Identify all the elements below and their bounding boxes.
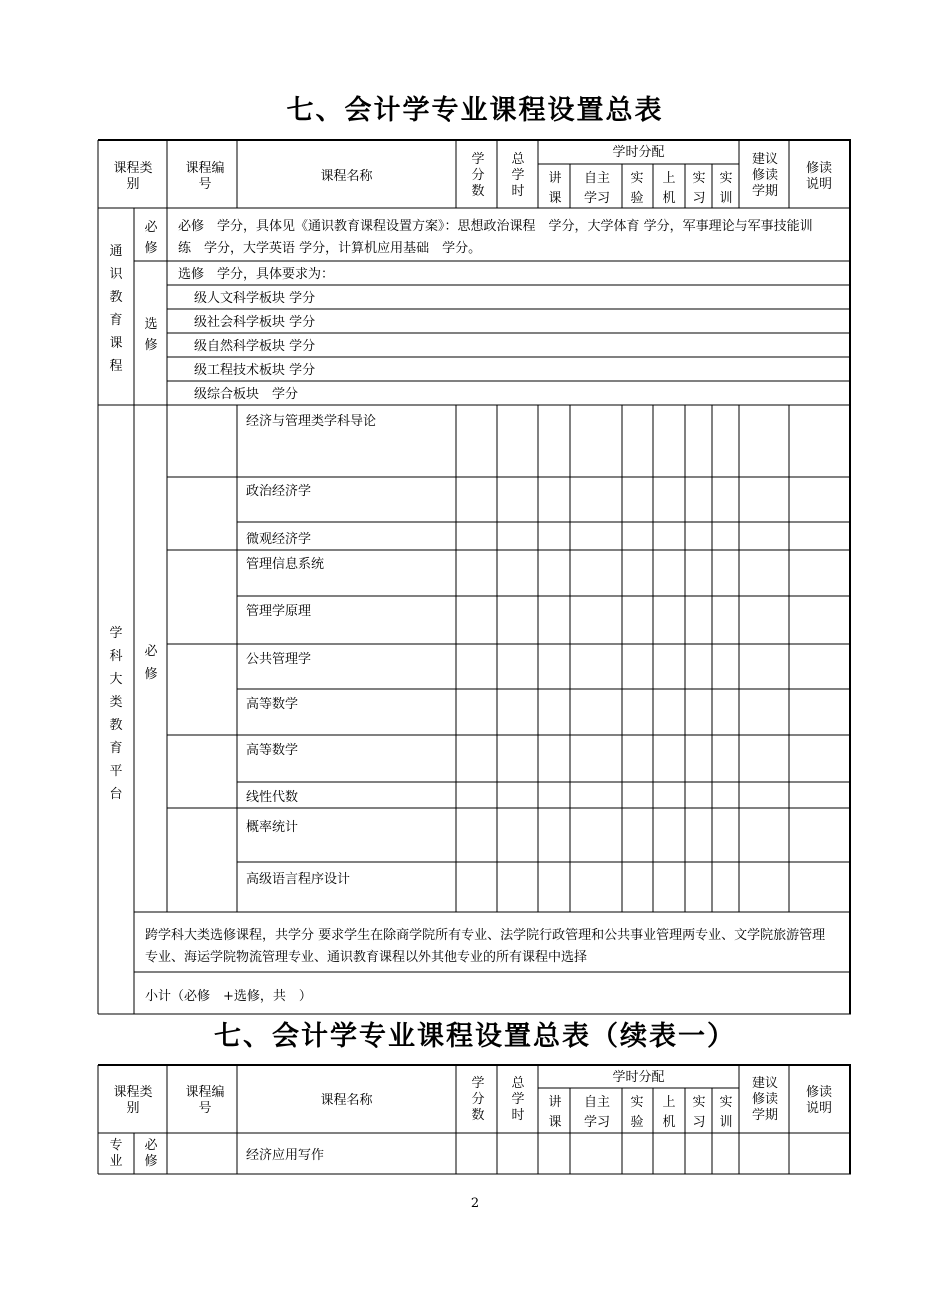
header-training: 实训 xyxy=(719,1095,733,1130)
elective-module-natural-science: 级自然科学板块 学分 xyxy=(194,339,316,354)
header-code: 课程编号 xyxy=(185,1085,225,1116)
header-credits: 学分数 xyxy=(471,152,485,199)
general-education-required-label: 必修 xyxy=(144,220,158,256)
header-remarks: 修读说明 xyxy=(805,161,832,192)
cross-elective-line1: 跨学科大类选修课程，共学分 要求学生在除商学院所有专业、法学院行政管理和公共事业管理两专业、文学院旅游管理 xyxy=(145,928,826,943)
header-total-hours: 总学时 xyxy=(511,152,525,199)
header-credits: 学分数 xyxy=(471,1076,485,1123)
general-education-elective-intro: 选修 学分，具体要求为： xyxy=(178,267,335,282)
header-lecture: 讲课 xyxy=(548,171,562,206)
discipline-platform-category: 学科大类教育平台 xyxy=(109,626,123,802)
discipline-platform-required-label: 必修 xyxy=(144,644,158,682)
course-name: 管理信息系统 xyxy=(246,557,325,572)
course-name: 高等数学 xyxy=(246,697,299,712)
page-number: 2 xyxy=(470,1196,480,1211)
course-name: 管理学原理 xyxy=(246,604,312,619)
general-education-category: 通识教育课程 xyxy=(109,244,123,374)
course-name: 政治经济学 xyxy=(246,484,312,499)
page-title: 七、会计学专业课程设置总表 xyxy=(286,95,664,126)
cross-elective-line2: 专业、海运学院物流管理专业、通识教育课程以外其他专业的所有课程中选择 xyxy=(145,950,588,965)
course-name: 公共管理学 xyxy=(246,652,312,667)
header-computer: 上机 xyxy=(662,1095,676,1130)
header-code: 课程编号 xyxy=(185,161,225,192)
header-experiment: 实验 xyxy=(630,171,644,206)
continuation-required-label: 必修 xyxy=(144,1138,158,1169)
course-name: 经济与管理类学科导论 xyxy=(246,414,377,429)
header-remarks: 修读说明 xyxy=(805,1085,832,1116)
continuation-title: 七、会计学专业课程设置总表（续表一） xyxy=(214,1021,736,1052)
header-experiment: 实验 xyxy=(630,1095,644,1130)
header-name: 课程名称 xyxy=(320,169,373,184)
continuation-category: 专业 xyxy=(109,1138,123,1169)
header-practice: 实习 xyxy=(692,171,706,206)
course-name: 高等数学 xyxy=(246,743,299,758)
course-name: 概率统计 xyxy=(246,820,299,835)
subtotal-row: 小计（必修 +选修，共 ） xyxy=(145,989,312,1004)
header-category: 课程类别 xyxy=(113,161,153,192)
header-hour-distribution: 学时分配 xyxy=(612,145,665,160)
header-semester: 建议修读学期 xyxy=(751,1076,778,1123)
header-self-study: 自主学习 xyxy=(583,1095,610,1130)
header-practice: 实习 xyxy=(692,1095,706,1130)
general-education-required-line2: 练 学分，大学英语 学分，计算机应用基础 学分。 xyxy=(178,241,482,256)
elective-module-social-science: 级社会科学板块 学分 xyxy=(194,315,316,330)
header-lecture: 讲课 xyxy=(548,1095,562,1130)
course-name: 经济应用写作 xyxy=(246,1148,325,1163)
elective-module-engineering: 级工程技术板块 学分 xyxy=(194,363,316,378)
course-name: 高级语言程序设计 xyxy=(246,872,351,887)
course-name: 线性代数 xyxy=(246,790,299,805)
course-name: 微观经济学 xyxy=(246,532,312,547)
header-hour-distribution: 学时分配 xyxy=(612,1070,665,1085)
header-semester: 建议修读学期 xyxy=(751,152,778,199)
header-computer: 上机 xyxy=(662,171,676,206)
elective-module-humanities: 级人文科学板块 学分 xyxy=(194,291,316,306)
elective-module-comprehensive: 级综合板块 学分 xyxy=(194,387,299,402)
header-training: 实训 xyxy=(719,171,733,206)
header-total-hours: 总学时 xyxy=(511,1076,525,1123)
general-education-elective-label: 选修 xyxy=(144,317,158,353)
header-name: 课程名称 xyxy=(320,1093,373,1108)
general-education-required-line1: 必修 学分，具体见《通识教育课程设置方案》：思想政治课程 学分，大学体育 学分，军事理论与军事技能训 xyxy=(178,219,813,234)
header-category: 课程类别 xyxy=(113,1085,153,1116)
header-self-study: 自主学习 xyxy=(583,171,610,206)
